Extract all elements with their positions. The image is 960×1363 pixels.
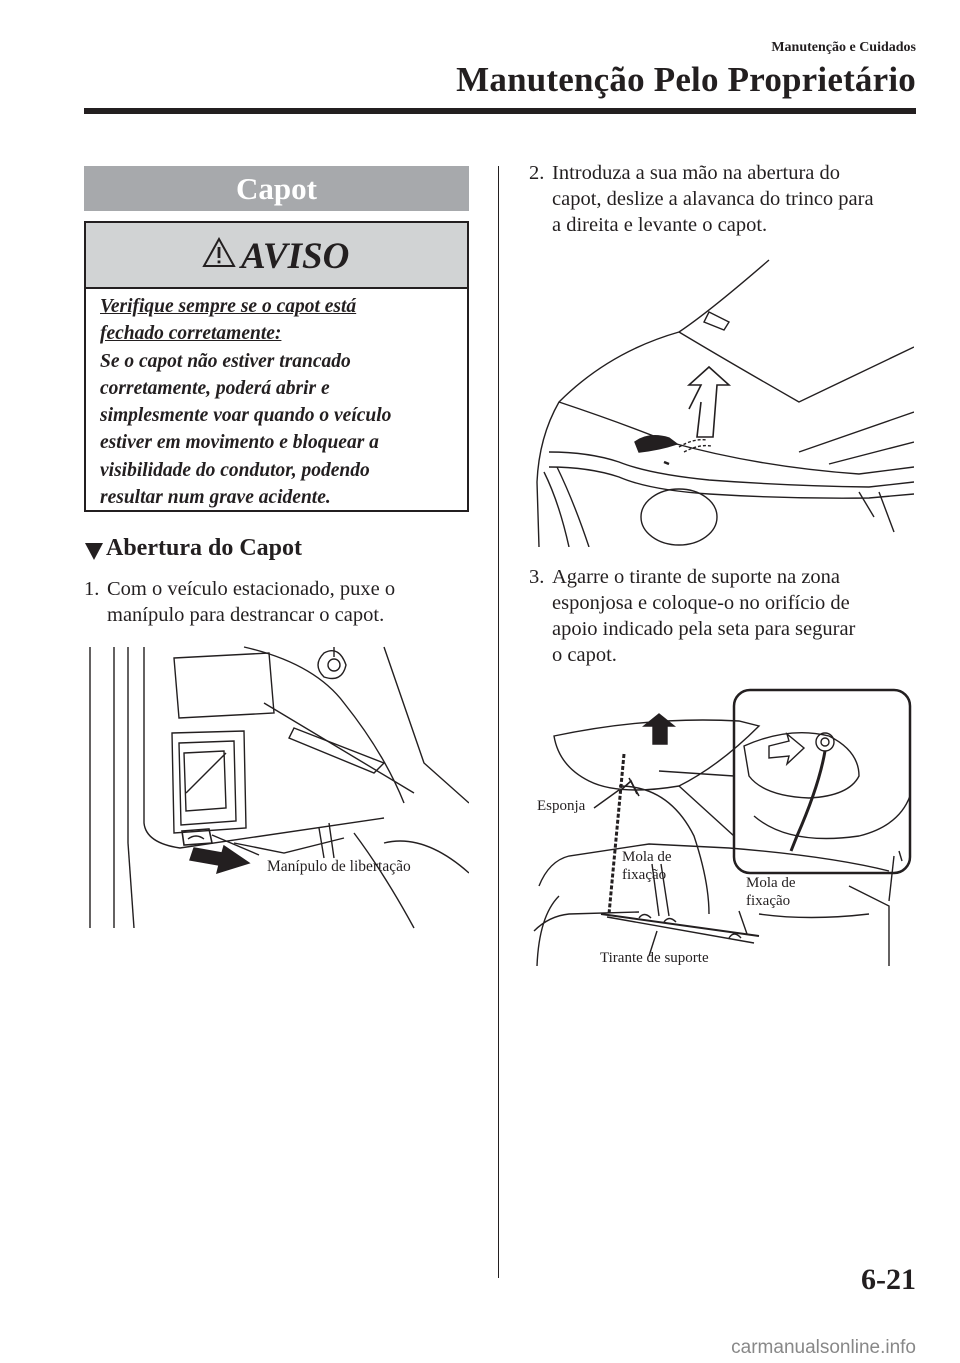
- warning-body-line: estiver em movimento e bloquear a: [100, 432, 379, 454]
- step-line: a direita e levante o capot.: [552, 214, 768, 236]
- callout-line: fixação: [746, 893, 791, 909]
- step-3: [529, 564, 929, 676]
- warning-title: AVISO: [241, 236, 350, 277]
- running-header-section: Manutenção e Cuidados: [771, 40, 916, 55]
- callout-line: Mola de: [622, 849, 672, 865]
- section-title: Abertura do Capot: [106, 535, 302, 561]
- step-text: [552, 160, 874, 238]
- step-line: apoio indicado pela seta para segurar: [552, 618, 856, 640]
- warning-body-line: Se o capot não estiver trancado: [100, 350, 351, 372]
- step-1: [84, 576, 474, 636]
- support-rod-illustration: [529, 686, 914, 971]
- running-header-chapter: Manutenção Pelo Proprietário: [456, 60, 916, 99]
- warning-text: [100, 293, 455, 511]
- step-text: [107, 576, 395, 628]
- warning-body-line: corretamente, poderá abrir e: [100, 377, 330, 399]
- warning-body-line: simplesmente voar quando o veículo: [100, 405, 392, 427]
- step-number: 1.: [84, 578, 100, 600]
- step-number: 3.: [529, 566, 545, 588]
- release-lever-illustration: [84, 643, 469, 933]
- section-triangle-icon: [84, 541, 104, 561]
- hood-latch-illustration: [529, 252, 914, 547]
- step-line: Introduza a sua mão na abertura do: [552, 162, 841, 184]
- step-line: capot, deslize a alavanca do trinco para: [552, 188, 874, 210]
- sponge-callout: Esponja: [537, 798, 586, 814]
- warning-lead-line: Verifique sempre se o capot está: [100, 296, 357, 317]
- release-lever-callout: Manípulo de libertação: [267, 858, 411, 875]
- column-divider: [498, 166, 499, 1278]
- warning-triangle-icon: [202, 237, 236, 269]
- header-rule: [84, 108, 916, 114]
- step-line: o capot.: [552, 644, 617, 666]
- retaining-clip-callout: [746, 874, 796, 910]
- callout-line: fixação: [622, 867, 667, 883]
- step-number: 2.: [529, 162, 545, 184]
- retaining-clip-callout: [622, 848, 672, 884]
- warning-lead-line: fechado corretamente:: [100, 323, 282, 345]
- step-line: manípulo para destrancar o capot.: [107, 604, 385, 626]
- page-number: 6-21: [861, 1263, 916, 1296]
- support-rod-callout: Tirante de suporte: [600, 950, 709, 966]
- warning-header: [86, 223, 467, 289]
- watermark: carmanualsonline.info: [731, 1337, 916, 1358]
- warning-box: [84, 221, 469, 512]
- warning-body-line: resultar num grave acidente.: [100, 487, 331, 509]
- step-text: [552, 564, 855, 668]
- step-line: esponjosa e coloque-o no orifício de: [552, 592, 850, 614]
- callout-line: Mola de: [746, 875, 796, 891]
- warning-body-line: visibilidade do condutor, podendo: [100, 459, 370, 481]
- capot-title: Capot: [84, 166, 469, 211]
- step-line: Agarre o tirante de suporte na zona: [552, 566, 841, 588]
- step-2: [529, 160, 929, 245]
- step-line: Com o veículo estacionado, puxe o: [107, 578, 396, 600]
